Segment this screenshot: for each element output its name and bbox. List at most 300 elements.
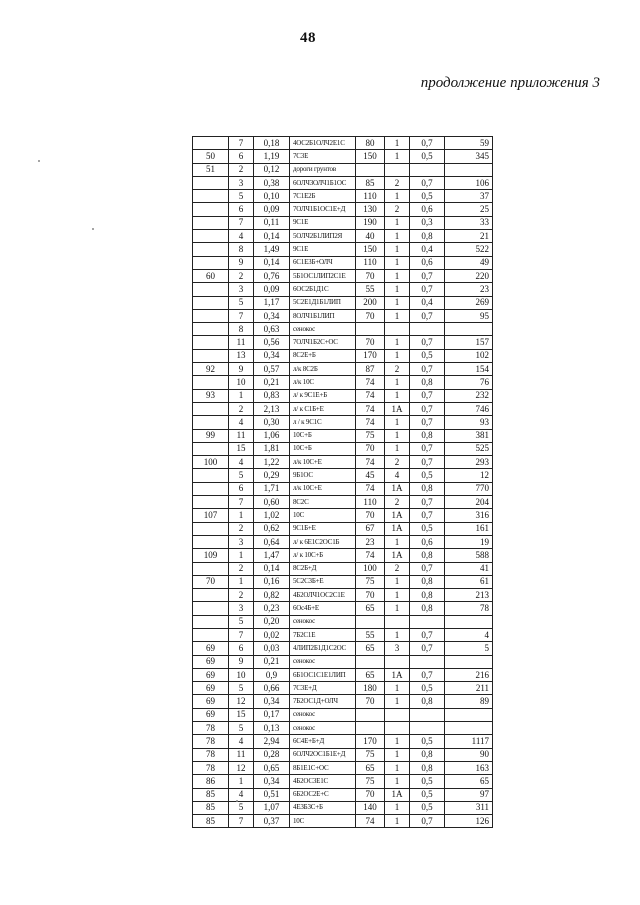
cell-age: 70	[356, 509, 385, 522]
cell-composition: л/к 10С	[290, 376, 356, 389]
cell-area: 1,71	[254, 482, 290, 495]
cell-class: 1	[385, 575, 410, 588]
cell-volume: 95	[445, 309, 493, 322]
table-row	[193, 801, 493, 814]
cell-class: 1	[385, 442, 410, 455]
cell-density: 0,8	[410, 549, 445, 562]
cell-quarter: 78	[193, 722, 229, 735]
cell-class: 1	[385, 735, 410, 748]
cell-area: 0,13	[254, 722, 290, 735]
cell-class	[385, 655, 410, 668]
cell-quarter: 50	[193, 150, 229, 163]
table-row	[193, 256, 493, 269]
table-row	[193, 283, 493, 296]
cell-plot: 7	[229, 815, 254, 828]
cell-plot: 1	[229, 775, 254, 788]
cell-density: 0,8	[410, 429, 445, 442]
cell-quarter	[193, 283, 229, 296]
cell-quarter	[193, 256, 229, 269]
cell-plot: 1	[229, 575, 254, 588]
cell-density: 0,6	[410, 256, 445, 269]
cell-plot: 4	[229, 416, 254, 429]
cell-composition: л/ к С1Б+Е	[290, 402, 356, 415]
cell-class: 1	[385, 309, 410, 322]
cell-area: 0,57	[254, 363, 290, 376]
cell-age: 74	[356, 456, 385, 469]
cell-composition: 6С1Е3Б+ОЛЧ	[290, 256, 356, 269]
cell-class: 1	[385, 589, 410, 602]
cell-plot: 4	[229, 788, 254, 801]
page-number: 48	[300, 30, 316, 46]
cell-quarter: 69	[193, 695, 229, 708]
cell-composition: 6ОС2Б1Д1С	[290, 283, 356, 296]
forest-inventory-table	[192, 136, 493, 828]
cell-composition: 8С2Е+Б	[290, 349, 356, 362]
cell-quarter	[193, 336, 229, 349]
cell-class: 3	[385, 642, 410, 655]
cell-volume: 102	[445, 349, 493, 362]
cell-density: 0,5	[410, 682, 445, 695]
cell-area: 0,65	[254, 761, 290, 774]
cell-age: 130	[356, 203, 385, 216]
table-row	[193, 456, 493, 469]
cell-age: 67	[356, 522, 385, 535]
cell-area: 0,14	[254, 230, 290, 243]
cell-area: 1,47	[254, 549, 290, 562]
cell-plot: 5	[229, 615, 254, 628]
cell-composition: л/к 10С+Е	[290, 456, 356, 469]
cell-area: 0,76	[254, 269, 290, 282]
cell-quarter	[193, 535, 229, 548]
cell-area: 0,29	[254, 469, 290, 482]
cell-composition: 6Б1ОС1С1Е1ЛИП	[290, 668, 356, 681]
cell-plot: 8	[229, 243, 254, 256]
table-row	[193, 509, 493, 522]
cell-area: 0,83	[254, 389, 290, 402]
cell-density: 0,7	[410, 309, 445, 322]
cell-density: 0,7	[410, 389, 445, 402]
cell-class: 1	[385, 682, 410, 695]
cell-area: 1,22	[254, 456, 290, 469]
cell-composition: 9С1Е	[290, 216, 356, 229]
cell-age: 190	[356, 216, 385, 229]
cell-quarter: 107	[193, 509, 229, 522]
table-row	[193, 150, 493, 163]
cell-composition: 6ОЛЧ3ОЛЧ1Б1ОС	[290, 176, 356, 189]
cell-composition: 5С2Е1Д1Б1ЛИП	[290, 296, 356, 309]
table-row	[193, 230, 493, 243]
cell-volume: 25	[445, 203, 493, 216]
cell-class: 1	[385, 296, 410, 309]
cell-area: 1,17	[254, 296, 290, 309]
table-row	[193, 469, 493, 482]
cell-plot: 15	[229, 708, 254, 721]
table-row	[193, 243, 493, 256]
cell-area: 0,21	[254, 376, 290, 389]
table-row	[193, 535, 493, 548]
table-row	[193, 708, 493, 721]
cell-density: 0,7	[410, 642, 445, 655]
cell-plot: 12	[229, 695, 254, 708]
cell-volume: 525	[445, 442, 493, 455]
cell-composition: 7С3Е+Д	[290, 682, 356, 695]
cell-quarter	[193, 562, 229, 575]
cell-quarter: 86	[193, 775, 229, 788]
cell-density: 0,7	[410, 283, 445, 296]
cell-density	[410, 615, 445, 628]
cell-composition: 8С2С	[290, 496, 356, 509]
cell-plot: 4	[229, 456, 254, 469]
cell-quarter	[193, 296, 229, 309]
cell-area: 0,63	[254, 323, 290, 336]
cell-age: 70	[356, 269, 385, 282]
cell-composition: 7Б2С1Е	[290, 628, 356, 641]
cell-class: 1А	[385, 482, 410, 495]
cell-density	[410, 722, 445, 735]
cell-density	[410, 708, 445, 721]
cell-composition: 8Б1Е1С+ОС	[290, 761, 356, 774]
cell-class	[385, 722, 410, 735]
cell-age: 40	[356, 230, 385, 243]
cell-plot: 5	[229, 469, 254, 482]
cell-composition: 5С2С3Б+Е	[290, 575, 356, 588]
cell-volume: 5	[445, 642, 493, 655]
cell-composition: л/к 8С2Б	[290, 363, 356, 376]
cell-quarter	[193, 522, 229, 535]
cell-area: 0,34	[254, 695, 290, 708]
cell-class: 2	[385, 456, 410, 469]
cell-composition: л/ к 9С1Е+Б	[290, 389, 356, 402]
cell-area: 0,10	[254, 190, 290, 203]
cell-plot: 7	[229, 137, 254, 150]
cell-class: 1	[385, 535, 410, 548]
cell-volume: 163	[445, 761, 493, 774]
cell-area: 0,66	[254, 682, 290, 695]
cell-plot: 3	[229, 602, 254, 615]
cell-quarter	[193, 376, 229, 389]
cell-density: 0,6	[410, 203, 445, 216]
cell-volume: 33	[445, 216, 493, 229]
cell-class: 1	[385, 376, 410, 389]
cell-plot: 7	[229, 216, 254, 229]
cell-age: 65	[356, 761, 385, 774]
cell-quarter: 99	[193, 429, 229, 442]
table-row	[193, 722, 493, 735]
cell-quarter	[193, 602, 229, 615]
cell-density: 0,7	[410, 137, 445, 150]
cell-area: 0,37	[254, 815, 290, 828]
cell-area: 0,09	[254, 203, 290, 216]
cell-quarter: 69	[193, 682, 229, 695]
cell-volume: 345	[445, 150, 493, 163]
cell-volume: 126	[445, 815, 493, 828]
cell-density: 0,7	[410, 269, 445, 282]
cell-age: 85	[356, 176, 385, 189]
cell-area: 0,51	[254, 788, 290, 801]
cell-class: 1	[385, 416, 410, 429]
cell-plot: 2	[229, 589, 254, 602]
cell-class: 1	[385, 389, 410, 402]
cell-quarter	[193, 176, 229, 189]
cell-plot: 6	[229, 150, 254, 163]
cell-composition: 7С1Е2Б	[290, 190, 356, 203]
cell-volume: 381	[445, 429, 493, 442]
cell-quarter: 85	[193, 815, 229, 828]
cell-area: 0,34	[254, 775, 290, 788]
cell-volume: 49	[445, 256, 493, 269]
cell-age	[356, 323, 385, 336]
cell-composition: 5ОЛЧ2Б1ЛИП2Я	[290, 230, 356, 243]
cell-class: 1А	[385, 549, 410, 562]
cell-composition: сенокос	[290, 708, 356, 721]
table-row	[193, 296, 493, 309]
cell-density: 0,5	[410, 735, 445, 748]
cell-density: 0,7	[410, 363, 445, 376]
cell-quarter	[193, 402, 229, 415]
cell-volume	[445, 708, 493, 721]
cell-density: 0,7	[410, 442, 445, 455]
cell-density: 0,8	[410, 482, 445, 495]
cell-quarter: 78	[193, 761, 229, 774]
cell-composition: сенокос	[290, 615, 356, 628]
cell-volume: 220	[445, 269, 493, 282]
cell-age: 87	[356, 363, 385, 376]
cell-age: 70	[356, 695, 385, 708]
cell-age: 170	[356, 735, 385, 748]
cell-density: 0,5	[410, 469, 445, 482]
cell-area: 0,34	[254, 309, 290, 322]
cell-plot: 13	[229, 349, 254, 362]
cell-class: 4	[385, 469, 410, 482]
cell-composition: л/ к 10С+Б	[290, 549, 356, 562]
cell-area: 0,16	[254, 575, 290, 588]
table-row	[193, 815, 493, 828]
table-row	[193, 615, 493, 628]
table-row	[193, 682, 493, 695]
cell-density: 0,8	[410, 748, 445, 761]
cell-class: 1А	[385, 788, 410, 801]
cell-volume: 90	[445, 748, 493, 761]
cell-volume	[445, 323, 493, 336]
table-row	[193, 482, 493, 495]
cell-composition: 7ОЛЧ1Б1ОС1Е+Д	[290, 203, 356, 216]
scan-speck	[92, 228, 94, 230]
cell-age: 110	[356, 190, 385, 203]
cell-composition: 6Ос4Б+Е	[290, 602, 356, 615]
cell-age: 110	[356, 256, 385, 269]
table-row	[193, 269, 493, 282]
cell-density: 0,4	[410, 296, 445, 309]
cell-age	[356, 615, 385, 628]
table-body	[193, 137, 493, 828]
cell-quarter: 69	[193, 668, 229, 681]
table-row	[193, 163, 493, 176]
cell-volume: 1117	[445, 735, 493, 748]
cell-area: 0,20	[254, 615, 290, 628]
cell-plot: 4	[229, 735, 254, 748]
cell-volume: 154	[445, 363, 493, 376]
cell-volume: 204	[445, 496, 493, 509]
table-row	[193, 562, 493, 575]
cell-class: 1	[385, 256, 410, 269]
cell-age: 70	[356, 309, 385, 322]
table-row	[193, 216, 493, 229]
cell-quarter: 78	[193, 748, 229, 761]
cell-volume: 59	[445, 137, 493, 150]
cell-volume: 93	[445, 416, 493, 429]
table-row	[193, 496, 493, 509]
cell-composition: 4Е3Б3С+Б	[290, 801, 356, 814]
cell-area: 0,60	[254, 496, 290, 509]
cell-density: 0,8	[410, 575, 445, 588]
cell-plot: 5	[229, 190, 254, 203]
cell-volume: 4	[445, 628, 493, 641]
cell-quarter	[193, 190, 229, 203]
cell-density: 0,7	[410, 402, 445, 415]
cell-age: 65	[356, 668, 385, 681]
cell-composition: 7ОЛЧ1Б2С+ОС	[290, 336, 356, 349]
table-row	[193, 668, 493, 681]
cell-plot: 6	[229, 642, 254, 655]
cell-age: 70	[356, 589, 385, 602]
cell-age: 74	[356, 549, 385, 562]
cell-density: 0,7	[410, 496, 445, 509]
cell-plot: 9	[229, 655, 254, 668]
cell-area: 0,23	[254, 602, 290, 615]
cell-area: 0,62	[254, 522, 290, 535]
cell-plot: 10	[229, 376, 254, 389]
cell-volume: 21	[445, 230, 493, 243]
cell-quarter	[193, 216, 229, 229]
cell-volume: 19	[445, 535, 493, 548]
cell-plot: 3	[229, 176, 254, 189]
cell-volume	[445, 163, 493, 176]
cell-density	[410, 655, 445, 668]
table-row	[193, 176, 493, 189]
cell-plot: 6	[229, 203, 254, 216]
cell-area: 0,14	[254, 256, 290, 269]
cell-quarter	[193, 349, 229, 362]
cell-volume: 216	[445, 668, 493, 681]
table-row	[193, 349, 493, 362]
cell-class: 1	[385, 137, 410, 150]
cell-area: 0,09	[254, 283, 290, 296]
cell-area: 0,14	[254, 562, 290, 575]
cell-density: 0,6	[410, 535, 445, 548]
table-row	[193, 589, 493, 602]
cell-area: 0,12	[254, 163, 290, 176]
cell-area: 0,17	[254, 708, 290, 721]
cell-plot: 7	[229, 628, 254, 641]
cell-composition: 9Б1ОС	[290, 469, 356, 482]
cell-composition: 9С1Б+Е	[290, 522, 356, 535]
table-row	[193, 695, 493, 708]
cell-volume: 213	[445, 589, 493, 602]
cell-quarter	[193, 589, 229, 602]
cell-density: 0,5	[410, 150, 445, 163]
cell-plot: 2	[229, 522, 254, 535]
cell-age: 55	[356, 628, 385, 641]
table-row	[193, 775, 493, 788]
cell-composition: дороги грунтов	[290, 163, 356, 176]
cell-composition: 6С4Е+Б+Д	[290, 735, 356, 748]
cell-volume: 311	[445, 801, 493, 814]
cell-area: 0,9	[254, 668, 290, 681]
cell-age	[356, 722, 385, 735]
cell-density: 0,8	[410, 589, 445, 602]
cell-plot: 6	[229, 482, 254, 495]
cell-area: 0,30	[254, 416, 290, 429]
cell-age: 74	[356, 482, 385, 495]
cell-area: 0,28	[254, 748, 290, 761]
cell-age: 70	[356, 788, 385, 801]
cell-volume	[445, 655, 493, 668]
cell-class: 2	[385, 203, 410, 216]
cell-composition: 5Б1ОС1ЛИП2С1Е	[290, 269, 356, 282]
cell-age: 180	[356, 682, 385, 695]
cell-age: 23	[356, 535, 385, 548]
table-row	[193, 735, 493, 748]
cell-quarter: 85	[193, 801, 229, 814]
cell-class: 2	[385, 496, 410, 509]
cell-composition: 8С2Б+Д	[290, 562, 356, 575]
cell-composition: сенокос	[290, 722, 356, 735]
cell-volume: 76	[445, 376, 493, 389]
cell-quarter	[193, 243, 229, 256]
cell-density: 0,8	[410, 230, 445, 243]
cell-density: 0,5	[410, 788, 445, 801]
table-row	[193, 389, 493, 402]
cell-age: 45	[356, 469, 385, 482]
cell-composition: 4Б2ОЛЧ1ОС2С1Е	[290, 589, 356, 602]
cell-age: 75	[356, 429, 385, 442]
cell-volume: 157	[445, 336, 493, 349]
cell-plot: 9	[229, 363, 254, 376]
cell-density: 0,5	[410, 801, 445, 814]
cell-volume: 269	[445, 296, 493, 309]
cell-volume: 106	[445, 176, 493, 189]
cell-area: 1,02	[254, 509, 290, 522]
cell-density: 0,7	[410, 562, 445, 575]
cell-composition: л/ к 6Е1С2ОС1Б	[290, 535, 356, 548]
cell-density: 0,8	[410, 695, 445, 708]
cell-class: 1	[385, 349, 410, 362]
cell-class: 1	[385, 230, 410, 243]
cell-composition: сенокос	[290, 655, 356, 668]
table-row	[193, 522, 493, 535]
cell-age: 110	[356, 496, 385, 509]
cell-class: 1	[385, 190, 410, 203]
cell-composition: 4ЛИП2Б1Д1С2ОС	[290, 642, 356, 655]
cell-area: 0,82	[254, 589, 290, 602]
cell-composition: 7Б2ОС1Д+ОЛЧ	[290, 695, 356, 708]
cell-area: 0,18	[254, 137, 290, 150]
cell-area: 1,49	[254, 243, 290, 256]
cell-volume: 41	[445, 562, 493, 575]
cell-volume: 12	[445, 469, 493, 482]
cell-composition: л/к 10С+Е	[290, 482, 356, 495]
cell-class	[385, 708, 410, 721]
cell-quarter	[193, 628, 229, 641]
cell-composition: 10С	[290, 509, 356, 522]
table-row	[193, 442, 493, 455]
cell-class	[385, 163, 410, 176]
cell-age: 75	[356, 775, 385, 788]
table-row	[193, 363, 493, 376]
cell-age: 74	[356, 402, 385, 415]
table-row	[193, 190, 493, 203]
cell-quarter	[193, 615, 229, 628]
